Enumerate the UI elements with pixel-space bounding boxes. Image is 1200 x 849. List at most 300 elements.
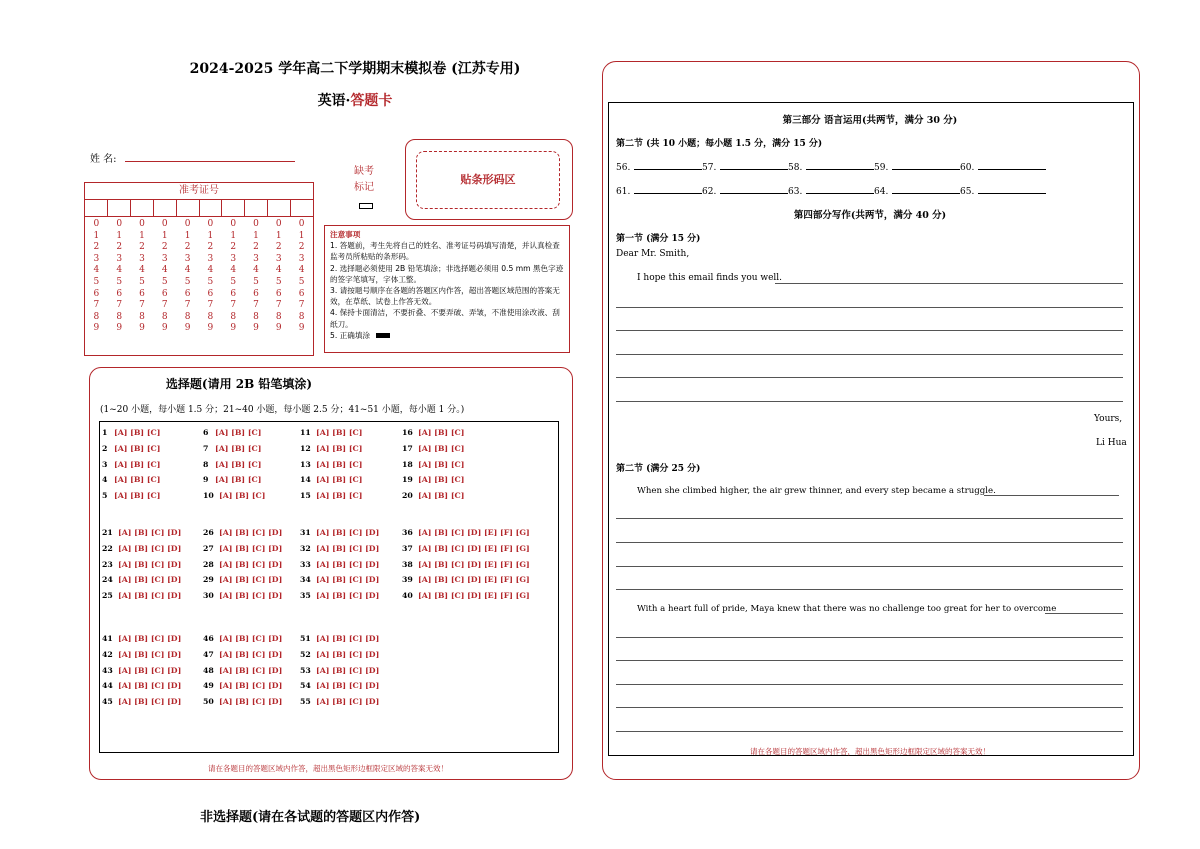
question-number: 2 xyxy=(102,443,108,453)
exam-id-digit[interactable]: 7 xyxy=(93,300,100,311)
exam-id-digit[interactable]: 4 xyxy=(116,265,123,276)
writing-line[interactable] xyxy=(616,589,1123,590)
mc-question-25[interactable] xyxy=(102,591,181,600)
mc-question-53[interactable] xyxy=(300,666,379,675)
exam-id-digit[interactable]: 3 xyxy=(139,253,145,264)
answer-options[interactable]: [A] [B] [C] [D] xyxy=(219,591,283,601)
exam-id-digit[interactable]: 5 xyxy=(161,276,168,287)
writing-line[interactable] xyxy=(616,707,1123,708)
mc-question-31[interactable] xyxy=(300,528,379,537)
writing-line[interactable] xyxy=(984,495,1119,496)
writing-line[interactable] xyxy=(616,542,1123,543)
answer-options[interactable]: [A] [B] [C] [D] xyxy=(219,665,283,675)
mc-question-33[interactable] xyxy=(300,560,379,569)
exam-id-digit[interactable]: 6 xyxy=(184,288,191,299)
exam-id-digit[interactable]: 1 xyxy=(230,230,237,241)
exam-id-digit[interactable]: 1 xyxy=(116,230,123,241)
exam-id-digit[interactable]: 2 xyxy=(184,242,191,253)
mc-question-44[interactable] xyxy=(102,681,181,690)
exam-id-write-cells[interactable] xyxy=(85,200,313,217)
exam-id-digit[interactable]: 4 xyxy=(184,265,191,276)
exam-id-digit[interactable]: 4 xyxy=(161,265,168,276)
question-number: 42 xyxy=(102,649,113,659)
answer-options[interactable]: [A] [B] [C] xyxy=(418,443,465,453)
question-number: 29 xyxy=(203,575,214,585)
answer-options[interactable]: [A] [B] [C] [D] xyxy=(118,591,182,601)
exam-id-digit[interactable]: 4 xyxy=(298,265,305,276)
exam-id-digit[interactable]: 5 xyxy=(298,276,305,287)
blanks-row xyxy=(616,184,1046,197)
mc-question-40[interactable] xyxy=(402,591,530,600)
answer-options[interactable]: [A] [B] [C] xyxy=(219,491,266,501)
exam-id-digit[interactable]: 7 xyxy=(116,300,123,311)
exam-id-digit[interactable]: 7 xyxy=(184,300,191,311)
mc-question-51[interactable] xyxy=(300,634,379,643)
name-line[interactable] xyxy=(125,151,295,162)
exam-id-digit[interactable]: 9 xyxy=(93,323,100,334)
exam-id-digit[interactable]: 3 xyxy=(207,253,214,264)
blank-item[interactable]: 58. xyxy=(788,160,874,173)
mc-question-20[interactable] xyxy=(402,491,464,500)
question-number: 12 xyxy=(300,443,311,453)
exam-id-digit[interactable]: 6 xyxy=(161,288,168,299)
answer-options[interactable]: [A] [B] [C] [D] [E] [F] [G] xyxy=(418,543,530,553)
writing-line[interactable] xyxy=(1045,613,1123,614)
note-item: 2. 选择题必须使用 2B 铅笔填涂；非选择题必须用 0.5 mm 黑色字迹的签字笔填写，字体工整。 xyxy=(330,263,564,284)
mc-question-48[interactable] xyxy=(203,666,282,675)
answer-options[interactable]: [A] [B] [C] [D] xyxy=(118,634,182,643)
answer-options[interactable]: [A] [B] [C] [D] xyxy=(316,697,380,707)
exam-id-digit[interactable]: 6 xyxy=(230,288,237,299)
mc-question-26[interactable] xyxy=(203,528,282,537)
absent-mark-box[interactable] xyxy=(359,203,373,209)
answer-options[interactable]: [A] [B] [C] xyxy=(418,459,465,469)
question-number: 40 xyxy=(402,591,413,601)
exam-id-digit[interactable]: 4 xyxy=(93,265,100,276)
blank-item[interactable]: 61. xyxy=(616,184,702,197)
exam-id-digit[interactable]: 2 xyxy=(93,242,100,253)
question-number: 7 xyxy=(203,443,209,453)
question-number: 33 xyxy=(300,559,311,569)
mc-question-4[interactable] xyxy=(102,475,160,484)
exam-id-digit[interactable]: 8 xyxy=(139,311,145,322)
question-number: 54 xyxy=(300,681,311,691)
mc-question-50[interactable] xyxy=(203,697,282,706)
exam-id-digit-column[interactable] xyxy=(267,219,290,335)
exam-id-digit[interactable]: 3 xyxy=(93,253,100,264)
exam-id-digit[interactable]: 4 xyxy=(207,265,214,276)
exam-id-digit[interactable]: 6 xyxy=(207,288,214,299)
mc-question-34[interactable] xyxy=(300,575,379,584)
exam-id-digit[interactable]: 8 xyxy=(298,311,305,322)
answer-options[interactable]: [A] [B] [C] [D] xyxy=(316,665,380,675)
answer-options[interactable]: [A] [B] [C] [D] xyxy=(118,559,182,569)
exam-id-digit[interactable]: 8 xyxy=(275,311,282,322)
answer-options[interactable]: [A] [B] [C] xyxy=(418,428,465,437)
writing-line[interactable] xyxy=(616,566,1123,567)
answer-options[interactable]: [A] [B] [C] [D] xyxy=(118,649,182,659)
exam-id-digit[interactable]: 3 xyxy=(161,253,168,264)
blank-item[interactable]: 65. xyxy=(960,184,1046,197)
exam-id-digit[interactable]: 8 xyxy=(161,311,168,322)
answer-options[interactable]: [A] [B] [C] [D] xyxy=(316,649,380,659)
exam-id-digit[interactable]: 2 xyxy=(298,242,305,253)
mc-question-42[interactable] xyxy=(102,650,181,659)
exam-id-digit[interactable]: 5 xyxy=(230,276,237,287)
exam-id-digit[interactable]: 9 xyxy=(139,323,145,334)
correct-fill-example xyxy=(376,333,390,338)
writing-line[interactable] xyxy=(616,637,1123,638)
answer-options[interactable]: [A] [B] [C] [D] xyxy=(316,681,380,691)
exam-id-digit[interactable]: 4 xyxy=(275,265,282,276)
exam-id-digit[interactable]: 0 xyxy=(139,219,145,229)
exam-id-digit[interactable]: 6 xyxy=(275,288,282,299)
exam-id-digit[interactable]: 3 xyxy=(184,253,191,264)
mc-question-17[interactable] xyxy=(402,444,464,453)
mc-question-24[interactable] xyxy=(102,575,181,584)
answer-options[interactable]: [A] [B] [C] [D] xyxy=(316,591,380,601)
mc-question-2[interactable] xyxy=(102,444,160,453)
blank-item[interactable]: 62. xyxy=(702,184,788,197)
exam-id-digit[interactable]: 8 xyxy=(93,311,100,322)
mc-question-5[interactable] xyxy=(102,491,160,500)
answer-options[interactable]: [A] [B] [C] xyxy=(215,475,262,485)
answer-options[interactable]: [A] [B] [C] [D] xyxy=(316,559,380,569)
mc-question-23[interactable] xyxy=(102,560,181,569)
notes-title: 注意事项 xyxy=(330,230,361,239)
exam-id-title: 准考证号 xyxy=(85,183,313,200)
exam-id-digit[interactable]: 7 xyxy=(139,300,145,311)
mc-question-8[interactable] xyxy=(203,460,261,469)
exam-id-digit[interactable]: 0 xyxy=(161,219,168,229)
blank-item[interactable]: 59. xyxy=(874,160,960,173)
exam-id-digit[interactable]: 5 xyxy=(139,276,145,287)
exam-id-digit[interactable]: 6 xyxy=(139,288,145,299)
question-number: 1 xyxy=(102,428,108,437)
mc-question-49[interactable] xyxy=(203,681,282,690)
mc-question-9[interactable] xyxy=(203,475,261,484)
mc-question-18[interactable] xyxy=(402,460,464,469)
exam-id-digit[interactable]: 8 xyxy=(116,311,123,322)
question-number: 51 xyxy=(300,634,311,643)
answer-options[interactable]: [A] [B] [C] [D] xyxy=(219,575,283,585)
blank-item[interactable]: 63. xyxy=(788,184,874,197)
exam-id-digit[interactable]: 7 xyxy=(253,300,259,311)
question-number: 11 xyxy=(300,428,311,437)
answer-options[interactable]: [A] [B] [C] xyxy=(215,443,262,453)
exam-id-digit[interactable]: 0 xyxy=(253,219,259,229)
mc-question-39[interactable] xyxy=(402,575,530,584)
exam-id-digit[interactable]: 3 xyxy=(116,253,123,264)
answer-options[interactable]: [A] [B] [C] [D] xyxy=(219,697,283,707)
question-number: 30 xyxy=(203,591,214,601)
answer-options[interactable]: [A] [B] [C] [D] xyxy=(316,634,380,643)
exam-id-digit[interactable]: 0 xyxy=(275,219,282,229)
blank-item[interactable]: 56. xyxy=(616,160,702,173)
mc-question-35[interactable] xyxy=(300,591,379,600)
answer-options[interactable]: [A] [B] [C] xyxy=(114,491,161,501)
part3-title: 第三部分 语言运用(共两节，满分 30 分) xyxy=(782,115,958,126)
exam-id-digit[interactable]: 3 xyxy=(298,253,305,264)
exam-id-digit-columns[interactable] xyxy=(85,217,313,335)
question-number: 4 xyxy=(102,475,108,485)
letter-closing: Yours, xyxy=(1094,414,1123,424)
writing1-title: 第一节 (满分 15 分) xyxy=(616,234,701,244)
mc-question-11[interactable] xyxy=(300,428,362,437)
mc-question-55[interactable] xyxy=(300,697,379,706)
mc-question-19[interactable] xyxy=(402,475,464,484)
mc-question-14[interactable] xyxy=(300,475,362,484)
exam-id-digit[interactable]: 8 xyxy=(207,311,214,322)
question-number: 17 xyxy=(402,443,413,453)
exam-id-digit[interactable]: 7 xyxy=(230,300,237,311)
exam-id-digit[interactable]: 5 xyxy=(184,276,191,287)
writing-line[interactable] xyxy=(616,401,1123,402)
answer-options[interactable]: [A] [B] [C] [D] xyxy=(219,649,283,659)
exam-id-digit[interactable]: 4 xyxy=(139,265,145,276)
mc-question-15[interactable] xyxy=(300,491,362,500)
exam-id-digit[interactable]: 2 xyxy=(116,242,123,253)
mc-question-45[interactable] xyxy=(102,697,181,706)
mc-question-10[interactable] xyxy=(203,491,265,500)
exam-id-digit[interactable]: 0 xyxy=(116,219,123,229)
exam-id-digit[interactable]: 1 xyxy=(139,230,145,241)
mc-question-16[interactable] xyxy=(402,428,464,437)
question-number: 32 xyxy=(300,543,311,553)
exam-id-digit[interactable]: 1 xyxy=(161,230,168,241)
answer-options[interactable]: [A] [B] [C] xyxy=(316,459,363,469)
mc-question-6[interactable] xyxy=(203,428,261,437)
name-field[interactable]: 姓 名: xyxy=(90,150,295,165)
mc-question-36[interactable] xyxy=(402,528,530,537)
exam-id-digit[interactable]: 7 xyxy=(298,300,305,311)
answer-options[interactable]: [A] [B] [C] [D] xyxy=(219,559,283,569)
answer-options[interactable]: [A] [B] [C] [D] xyxy=(316,575,380,585)
question-number: 28 xyxy=(203,559,214,569)
exam-id-digit[interactable]: 9 xyxy=(207,323,214,334)
question-number: 6 xyxy=(203,428,209,437)
exam-id-digit[interactable]: 8 xyxy=(253,311,259,322)
mc-question-38[interactable] xyxy=(402,560,530,569)
exam-id-digit[interactable]: 4 xyxy=(253,265,259,276)
exam-id-digit[interactable]: 9 xyxy=(275,323,282,334)
answer-options[interactable]: [A] [B] [C] [D] xyxy=(118,681,182,691)
question-number: 49 xyxy=(203,681,214,691)
answer-options[interactable]: [A] [B] [C] [D] xyxy=(118,575,182,585)
exam-id-digit[interactable]: 1 xyxy=(184,230,191,241)
mc-question-54[interactable] xyxy=(300,681,379,690)
mc-question-37[interactable] xyxy=(402,544,530,553)
exam-id-digit[interactable]: 2 xyxy=(275,242,282,253)
mc-question-12[interactable] xyxy=(300,444,362,453)
exam-id-digit[interactable]: 0 xyxy=(184,219,191,229)
answer-options[interactable]: [A] [B] [C] xyxy=(316,475,363,485)
question-number: 13 xyxy=(300,459,311,469)
question-number: 50 xyxy=(203,697,214,707)
exam-id-digit-column[interactable] xyxy=(222,219,245,335)
exam-id-digit[interactable]: 8 xyxy=(184,311,191,322)
answer-options[interactable]: [A] [B] [C] [D] xyxy=(316,543,380,553)
exam-id-digit[interactable]: 5 xyxy=(275,276,282,287)
writing-line[interactable] xyxy=(616,660,1123,661)
exam-id-digit-column[interactable] xyxy=(176,219,199,335)
exam-id-digit[interactable]: 3 xyxy=(253,253,259,264)
exam-id-digit[interactable]: 5 xyxy=(207,276,214,287)
exam-id-digit[interactable]: 1 xyxy=(93,230,100,241)
exam-id-digit[interactable]: 9 xyxy=(253,323,259,334)
question-number: 19 xyxy=(402,475,413,485)
mc-question-41[interactable] xyxy=(102,634,181,643)
exam-id-digit-column[interactable] xyxy=(108,219,131,335)
answer-options[interactable]: [A] [B] [C] xyxy=(114,443,161,453)
letter-opening: I hope this email finds you well. xyxy=(637,273,783,283)
exam-id-digit[interactable]: 8 xyxy=(230,311,237,322)
exam-id-digit[interactable]: 9 xyxy=(184,323,191,334)
answer-options[interactable]: [A] [B] [C] [D] [E] [F] [G] xyxy=(418,528,530,537)
answer-options[interactable]: [A] [B] [C] [D] xyxy=(118,543,182,553)
answer-options[interactable]: [A] [B] [C] [D] xyxy=(118,697,182,707)
writing-line[interactable] xyxy=(616,518,1123,519)
exam-id-digit[interactable]: 9 xyxy=(230,323,237,334)
question-number: 43 xyxy=(102,665,113,675)
answer-options[interactable]: [A] [B] [C] [D] xyxy=(219,528,283,537)
exam-id-digit[interactable]: 1 xyxy=(275,230,282,241)
writing-line[interactable] xyxy=(616,307,1123,308)
exam-id-digit[interactable]: 0 xyxy=(207,219,214,229)
answer-options[interactable]: [A] [B] [C] [D] xyxy=(219,543,283,553)
answer-options[interactable]: [A] [B] [C] xyxy=(316,443,363,453)
answer-options[interactable]: [A] [B] [C] [D] [E] [F] [G] xyxy=(418,559,530,569)
mc-question-43[interactable] xyxy=(102,666,181,675)
blank-item[interactable]: 60. xyxy=(960,160,1046,173)
question-number: 5 xyxy=(102,491,108,501)
exam-id-digit[interactable]: 6 xyxy=(298,288,305,299)
answer-frame-right xyxy=(608,102,1134,756)
writing-line[interactable] xyxy=(616,684,1123,685)
absent-mark-label: 缺考 标记 xyxy=(354,166,374,193)
mc-question-13[interactable] xyxy=(300,460,362,469)
note-item: 4. 保持卡面清洁，不要折叠、不要弄破、弄皱，不准使用涂改液、刮纸刀。 xyxy=(330,308,560,329)
exam-id-digit[interactable]: 0 xyxy=(230,219,237,229)
answer-options[interactable]: [A] [B] [C] [D] xyxy=(118,528,182,537)
question-number: 22 xyxy=(102,543,113,553)
mc-question-29[interactable] xyxy=(203,575,282,584)
exam-id-digit[interactable]: 2 xyxy=(207,242,214,253)
note-item: 3. 请按题号顺序在各题的答题区内作答，超出答题区域范围的答案无效，在草纸、试卷上作答无效。 xyxy=(330,286,560,307)
paragraph1-start: When she climbed higher, the air grew thinner, and every step became a struggle. xyxy=(637,486,996,496)
exam-id-digit[interactable]: 3 xyxy=(230,253,237,264)
mc-question-7[interactable] xyxy=(203,444,261,453)
exam-id-digit[interactable]: 1 xyxy=(207,230,214,241)
writing-line[interactable] xyxy=(616,354,1123,355)
question-number: 52 xyxy=(300,649,311,659)
answer-options[interactable]: [A] [B] [C] xyxy=(114,475,161,485)
answer-options[interactable]: [A] [B] [C] [D] [E] [F] [G] xyxy=(418,591,530,601)
exam-id-digit[interactable]: 2 xyxy=(139,242,145,253)
exam-id-digit[interactable]: 2 xyxy=(230,242,237,253)
answer-options[interactable]: [A] [B] [C] xyxy=(114,459,161,469)
mc-question-46[interactable] xyxy=(203,634,282,643)
question-number: 15 xyxy=(300,491,311,501)
right-warning: 请在各题目的答题区域内作答，超出黑色矩形边框限定区域的答案无效！ xyxy=(750,747,990,756)
exam-id-digit[interactable]: 0 xyxy=(93,219,100,229)
exam-id-digit-column[interactable] xyxy=(245,219,268,335)
blank-item[interactable]: 64. xyxy=(874,184,960,197)
writing-line[interactable] xyxy=(775,283,1123,284)
answer-options[interactable]: [A] [B] [C] xyxy=(316,491,363,501)
answer-options[interactable]: [A] [B] [C] xyxy=(215,428,262,437)
mc-title: 选择题(请用 2B 铅笔填涂) xyxy=(165,377,313,391)
exam-id-digit[interactable]: 9 xyxy=(161,323,168,334)
answer-options[interactable]: [A] [B] [C] xyxy=(316,428,363,437)
answer-options[interactable]: [A] [B] [C] [D] xyxy=(316,528,380,537)
writing-line[interactable] xyxy=(616,377,1123,378)
exam-id-digit-column[interactable] xyxy=(290,219,313,335)
exam-id-digit[interactable]: 9 xyxy=(298,323,305,334)
exam-id-digit[interactable]: 0 xyxy=(298,219,305,229)
exam-id-digit[interactable]: 5 xyxy=(253,276,259,287)
exam-id-digit-column[interactable] xyxy=(85,219,108,335)
answer-options[interactable]: [A] [B] [C] xyxy=(215,459,262,469)
exam-id-digit[interactable]: 1 xyxy=(298,230,305,241)
exam-id-digit[interactable]: 6 xyxy=(253,288,259,299)
exam-id-digit[interactable]: 4 xyxy=(230,265,237,276)
answer-options[interactable]: [A] [B] [C] xyxy=(114,428,161,437)
writing-line[interactable] xyxy=(616,731,1123,732)
question-number: 47 xyxy=(203,649,214,659)
exam-id-digit[interactable]: 7 xyxy=(275,300,282,311)
question-number: 41 xyxy=(102,634,113,643)
mc-question-52[interactable] xyxy=(300,650,379,659)
mc-question-1[interactable] xyxy=(102,428,160,437)
exam-id-digit[interactable]: 7 xyxy=(207,300,214,311)
exam-id-digit[interactable]: 5 xyxy=(116,276,123,287)
mc-question-32[interactable] xyxy=(300,544,379,553)
mc-question-22[interactable] xyxy=(102,544,181,553)
answer-options[interactable]: [A] [B] [C] xyxy=(418,475,465,485)
mc-question-3[interactable] xyxy=(102,460,160,469)
mc-question-47[interactable] xyxy=(203,650,282,659)
exam-id-digit-column[interactable] xyxy=(131,219,154,335)
mc-question-30[interactable] xyxy=(203,591,282,600)
exam-id-digit[interactable]: 6 xyxy=(116,288,123,299)
mc-question-27[interactable] xyxy=(203,544,282,553)
answer-options[interactable]: [A] [B] [C] xyxy=(418,491,465,501)
answer-options[interactable]: [A] [B] [C] [D] xyxy=(118,665,182,675)
exam-id-digit[interactable]: 5 xyxy=(93,276,100,287)
exam-id-digit-column[interactable] xyxy=(153,219,176,335)
exam-id-digit[interactable]: 2 xyxy=(161,242,168,253)
answer-options[interactable]: [A] [B] [C] [D] xyxy=(219,634,283,643)
exam-id-digit[interactable]: 2 xyxy=(253,242,259,253)
exam-id-digit[interactable]: 3 xyxy=(275,253,282,264)
exam-id-digit[interactable]: 6 xyxy=(93,288,100,299)
exam-id-digit[interactable]: 9 xyxy=(116,323,123,334)
non-mc-title: 非选择题(请在各试题的答题区内作答) xyxy=(200,810,421,825)
answer-options[interactable]: [A] [B] [C] [D] xyxy=(219,681,283,691)
exam-id-digit[interactable]: 7 xyxy=(161,300,168,311)
writing-line[interactable] xyxy=(616,330,1123,331)
mc-question-21[interactable] xyxy=(102,528,181,537)
notes-box xyxy=(324,225,570,353)
blank-item[interactable]: 57. xyxy=(702,160,788,173)
exam-id-digit[interactable]: 1 xyxy=(253,230,259,241)
mc-scoring-note: (1~20 小题，每小题 1.5 分；21~40 小题，每小题 2.5 分；41~51 小题，每小题 1 分。) xyxy=(100,405,465,415)
mc-question-28[interactable] xyxy=(203,560,282,569)
question-number: 16 xyxy=(402,428,413,437)
exam-id-digit-column[interactable] xyxy=(199,219,222,335)
answer-options[interactable]: [A] [B] [C] [D] [E] [F] [G] xyxy=(418,575,530,585)
